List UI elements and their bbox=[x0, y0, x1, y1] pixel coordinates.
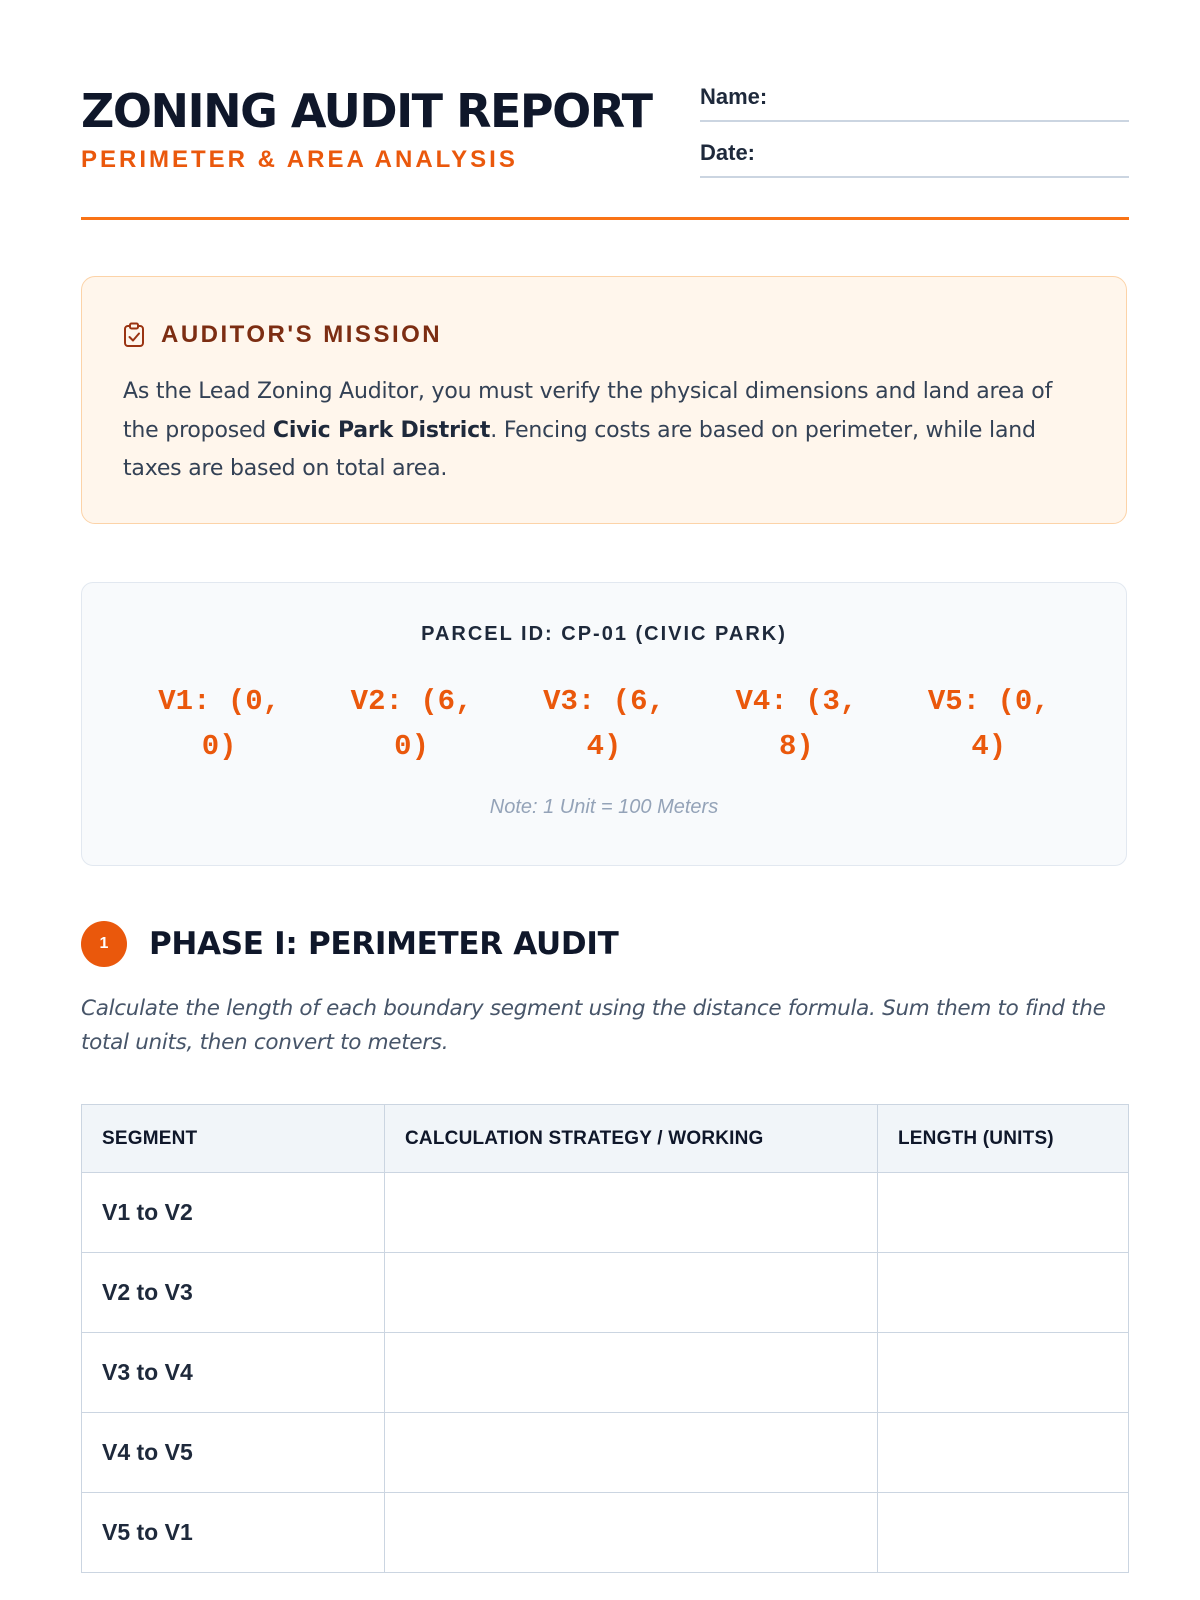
working-cell[interactable] bbox=[385, 1493, 878, 1573]
header-segment: SEGMENT bbox=[82, 1105, 385, 1173]
table-header-row bbox=[82, 1105, 1129, 1173]
table-row bbox=[82, 1333, 1129, 1413]
phase-number-badge: 1 bbox=[81, 921, 127, 967]
vertex-v4 bbox=[700, 679, 892, 769]
clipboard-check-icon bbox=[123, 322, 145, 348]
mission-text-bold: Civic Park District bbox=[272, 417, 491, 443]
student-fields bbox=[700, 80, 1129, 192]
vertex-list bbox=[123, 679, 1085, 769]
parcel-box bbox=[81, 582, 1127, 866]
vertex-v3-line2: 4) bbox=[586, 730, 622, 763]
vertex-v2-line1: V2: (6, bbox=[350, 685, 473, 718]
working-cell[interactable] bbox=[385, 1173, 878, 1253]
table-row bbox=[82, 1493, 1129, 1573]
mission-header bbox=[123, 321, 442, 349]
parcel-title: PARCEL ID: CP-01 (CIVIC PARK) bbox=[421, 623, 787, 645]
mission-text bbox=[123, 373, 1083, 489]
length-cell[interactable] bbox=[878, 1493, 1129, 1573]
date-label: Date: bbox=[700, 140, 756, 165]
header-divider bbox=[81, 217, 1129, 220]
phase-heading bbox=[81, 921, 618, 967]
header-length: LENGTH (UNITS) bbox=[878, 1105, 1129, 1173]
vertex-v1-line1: V1: (0, bbox=[158, 685, 281, 718]
working-cell[interactable] bbox=[385, 1333, 878, 1413]
header-working: CALCULATION STRATEGY / WORKING bbox=[385, 1105, 878, 1173]
mission-text-part2: . Fencing costs are based on perimeter, while land taxes are based on total area. bbox=[123, 417, 1036, 481]
segment-cell: V2 to V3 bbox=[82, 1253, 385, 1333]
vertex-v2 bbox=[315, 679, 507, 769]
vertex-v3 bbox=[508, 679, 700, 769]
working-cell[interactable] bbox=[385, 1413, 878, 1493]
segment-cell: V1 to V2 bbox=[82, 1173, 385, 1253]
table-row bbox=[82, 1253, 1129, 1333]
length-cell[interactable] bbox=[878, 1253, 1129, 1333]
vertex-v2-line2: 0) bbox=[394, 730, 429, 763]
report-header bbox=[81, 80, 1129, 220]
phase-description: Calculate the length of each boundary segment using the distance formula. Sum them to find the total units, then convert to meters. bbox=[81, 996, 1106, 1055]
length-cell[interactable] bbox=[878, 1333, 1129, 1413]
vertex-v3-line1: V3: (6, bbox=[543, 685, 665, 718]
mission-title: AUDITOR'S MISSION bbox=[161, 321, 443, 348]
perimeter-table bbox=[81, 1104, 1129, 1573]
vertex-v5-line2: 4) bbox=[971, 730, 1007, 763]
name-label: Name: bbox=[700, 84, 768, 109]
mission-text-part1: As the Lead Zoning Auditor, you must verify the physical dimensions and land area of the proposed bbox=[123, 379, 1053, 443]
length-cell[interactable] bbox=[878, 1413, 1129, 1493]
page-title: ZONING AUDIT REPORT bbox=[81, 84, 652, 138]
vertex-v1 bbox=[123, 679, 315, 769]
vertex-v4-line1: V4: (3, bbox=[735, 685, 858, 718]
date-field[interactable] bbox=[700, 136, 1129, 178]
vertex-v5 bbox=[893, 679, 1085, 769]
vertex-v5-line1: V5: (0, bbox=[927, 685, 1050, 718]
name-field[interactable] bbox=[700, 80, 1129, 122]
page-subtitle: PERIMETER & AREA ANALYSIS bbox=[81, 146, 518, 173]
working-cell[interactable] bbox=[385, 1253, 878, 1333]
vertex-v4-line2: 8) bbox=[778, 730, 814, 763]
vertex-v1-line2: 0) bbox=[201, 730, 237, 763]
table-row bbox=[82, 1173, 1129, 1253]
mission-box bbox=[81, 276, 1127, 524]
segment-cell: V4 to V5 bbox=[82, 1413, 385, 1493]
segment-cell: V5 to V1 bbox=[82, 1493, 385, 1573]
phase-title: PHASE I: PERIMETER AUDIT bbox=[149, 926, 619, 962]
table-row bbox=[82, 1413, 1129, 1493]
segment-cell: V3 to V4 bbox=[82, 1333, 385, 1413]
parcel-note: Note: 1 Unit = 100 Meters bbox=[489, 796, 719, 818]
length-cell[interactable] bbox=[878, 1173, 1129, 1253]
